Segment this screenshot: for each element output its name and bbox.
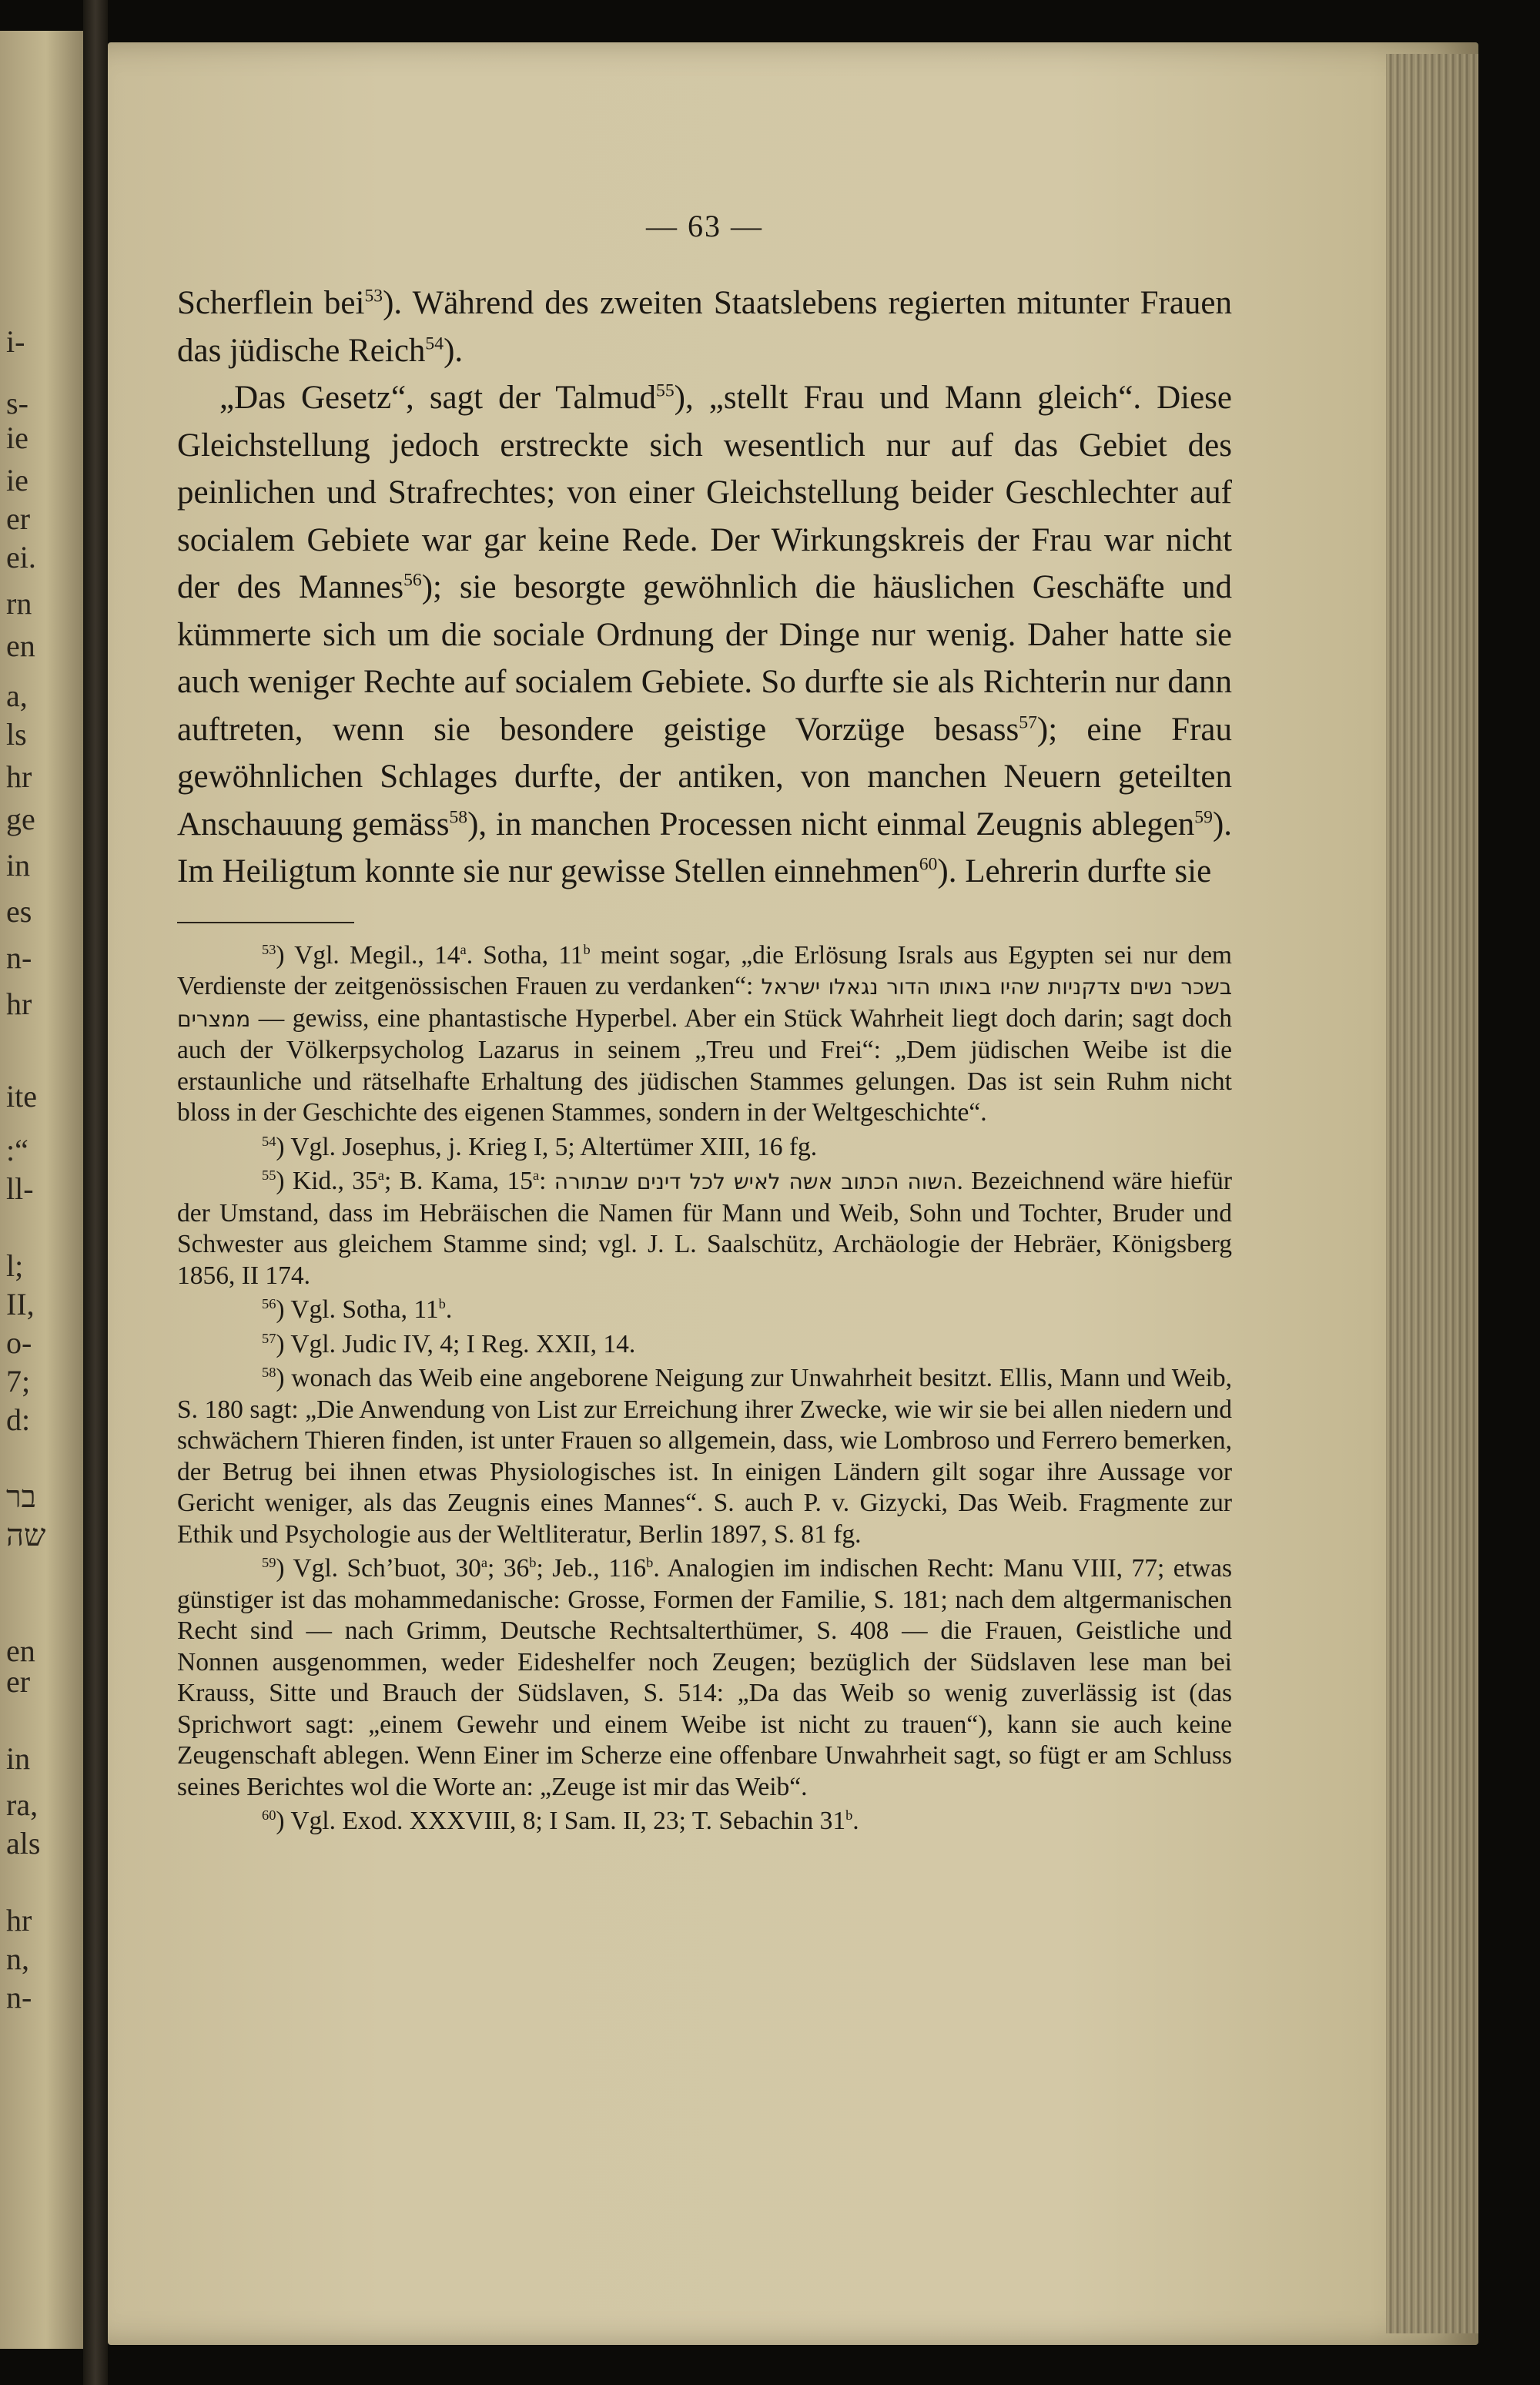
footnote [177,1806,1232,1837]
left-page-text-fragment: ll- [6,1171,34,1206]
footnote [177,1553,1232,1803]
main-text [177,280,1232,896]
left-page-text-fragment: en [6,628,35,663]
note-reference: 56 [262,1295,276,1311]
left-page-text-fragment: ite [6,1079,37,1114]
left-page-fragment [0,31,83,2349]
left-page-text-fragment: a, [6,678,28,713]
page-number: — 63 — [646,209,763,243]
note-reference: 56 [403,570,422,591]
text-run: meint sogar, „die Erlösung Israls aus Egypten sei nur dem Verdienste der zeitgenössischen Frauen zu verdanken“: [177,940,1232,1000]
text-run: . [852,1807,859,1835]
text-run: ) Vgl. Sch’buot, 30 [276,1554,481,1583]
left-page-text-fragment: d: [6,1402,31,1437]
note-reference: b [845,1807,853,1823]
footnotes [177,940,1232,1837]
text-run: ) Vgl. Josephus, j. Krieg I, 5; Altertümer XIII, 16 fg. [276,1132,818,1161]
note-reference: a [460,941,467,957]
note-reference: 58 [262,1364,276,1380]
left-page-text-fragment: als [6,1826,41,1861]
note-reference: 53 [364,286,383,306]
text-run: . Bezeichnend wäre hiefür der Umstand, dass im Hebräischen die Namen für Mann und Weib, Sohn und Tochter, Bruder und Schwester aus gleichem Stamme sind; vgl. J. L. Saalschütz, Archäologie der Hebräer, Königsberg 1856, II 174. [177,1167,1233,1290]
text-run: . Analogien im indischen Recht: Manu VIII, 77; etwas günstiger ist das mohammedanische: Grosse, Formen der Familie, S. 181; nach dem altgermanischen Recht sind — nach Grimm, Deutsche Rechtsalterthümer, S. 408 — die Frauen, Geistliche und Nonnen ausgenommen, weder Eideshelfer noch Zeugen; bezüglich der Südslaven lese man bei Krauss, Sitte und Brauch der Südslaven, S. 514: „Da das Weib so wenig zuverlässig ist (das Sprichwort sagt: „einem Gewehr und einem Weibe ist nicht zu trauen“), kann sie auch keine Zeugenschaft ablegen. Wenn Einer im Scherze eine offenbare Unwahrheit sagt, so fügt er am Schluss seines Berichtes wol die Worte an: „Zeuge ist mir das Weib“. [177,1554,1232,1801]
left-page-text-fragment: l; [6,1248,24,1283]
footnote [177,1329,1232,1361]
left-page-text-fragment: ie [6,463,28,497]
text-run: ) Vgl. Sotha, 11 [276,1295,439,1324]
footnote [177,1295,1232,1326]
left-page-text-fragment: hr [6,1903,32,1938]
left-page-text-fragment: n- [6,1980,32,2015]
note-reference: 55 [656,380,675,401]
left-page-text-fragment: ie [6,420,28,455]
note-reference: a [532,1167,540,1183]
note-reference: a [480,1554,487,1570]
hebrew-quote: בשכר נשים צדקניות שהיו באותו הדור נגאלו ישראל ממצרים [177,974,1232,1032]
left-page-text-fragment: n- [6,940,32,975]
left-page-text-fragment: n, [6,1941,29,1976]
text-run: ; Jeb., 116 [536,1554,647,1583]
text-run: ). [444,332,464,369]
footnote-rule [177,922,354,923]
text-run: ). Im Heiligtum konnte sie nur gewisse Stellen einnehmen [177,806,1233,889]
text-run: ; B. Kama, 15 [383,1167,533,1195]
footnote [177,940,1232,1129]
note-reference: 55 [262,1167,276,1183]
left-page-text-fragment: שה [6,1518,46,1553]
left-page-text-fragment: ei. [6,540,36,574]
left-page-text-fragment: :“ [6,1133,28,1167]
paragraph [177,280,1232,374]
note-reference: 53 [262,941,276,957]
note-reference: 59 [1194,807,1213,828]
hebrew-quote: השוה הכתוב אשה לאיש לכל דינים שבתורה [554,1169,957,1194]
left-page-text-fragment: ge [6,802,35,836]
left-page-text-fragment: er [6,501,31,536]
page-content [177,208,1232,1837]
note-reference: 59 [262,1554,276,1570]
left-page-text-fragment: in [6,1741,31,1776]
left-page-text-fragment: 7; [6,1364,31,1399]
text-run: : [539,1167,554,1195]
footnote [177,1363,1232,1550]
footnote [177,1166,1232,1291]
text-run: ) Kid., 35 [276,1167,378,1195]
text-run: ), in manchen Processen nicht einmal Zeugnis ablegen [467,806,1195,842]
note-reference: 58 [449,807,468,828]
note-reference: 54 [262,1133,276,1149]
text-run: — gewiss, eine phantastische Hyperbel. Aber ein Stück Wahrheit liegt doch darin; sagt doch auch der Völkerpsycholog Lazarus in seinem „Treu und Frei“: „Dem jüdischen Weibe ist die erstaunliche und rätselhafte Erhaltung des jüdischen Stammes gelungen. Das ist sein Ruhm nicht bloss in der Geschichte des eigenen Stammes, sondern in der Weltgeschichte“. [177,1003,1232,1127]
note-reference: 60 [262,1807,276,1823]
page-edges [1386,54,1478,2333]
left-page-text-fragment: es [6,894,32,929]
left-page-text-fragment: s- [6,386,28,420]
left-page-text-fragment: בר [6,1479,36,1514]
text-run: ) Vgl. Exod. XXXVIII, 8; I Sam. II, 23; T. Sebachin 31 [276,1807,846,1835]
note-reference: b [583,941,591,957]
left-page-text-fragment: en [6,1633,35,1668]
text-run: ). Lehrerin durfte sie [937,853,1212,889]
note-reference: 54 [425,333,444,354]
text-run: ); eine Frau gewöhnlichen Schlages durfte, der antiken, von manchen Neuern geteilten Anschauung gemäss [177,711,1232,842]
left-page-text-fragment: o- [6,1325,32,1360]
text-run: . Sotha, 11 [466,940,584,970]
left-page-text-fragment: rn [6,586,32,621]
note-reference: 57 [262,1330,276,1346]
note-reference: b [529,1554,537,1570]
text-run: . [445,1295,453,1324]
note-reference: b [438,1295,446,1311]
text-run: ); sie besorgte gewöhnlich die häuslichen Geschäfte und kümmerte sich um die sociale Ordnung der Dinge nur wenig. Daher hatte sie auch weniger Rechte auf socialem Gebiete. So durfte sie als Richterin nur dann auftreten, wenn sie besondere geistige Vorzüge besass [177,569,1232,748]
left-page-text-fragment: ls [6,717,27,752]
left-page-text-fragment: hr [6,986,32,1021]
note-reference: b [646,1554,654,1570]
note-reference: a [377,1167,384,1183]
text-run: ) Vgl. Megil., 14 [276,940,460,970]
book-gutter [83,0,108,2385]
left-page-text-fragment: i- [6,324,25,359]
note-reference: 60 [919,854,938,875]
text-run: ; 36 [487,1554,530,1583]
text-run: ). Während des zweiten Staatslebens regierten mitunter Frauen das jüdische Reich [177,285,1232,369]
text-run: Scherflein bei [177,285,365,321]
text-run: ) Vgl. Judic IV, 4; I Reg. XXII, 14. [276,1329,636,1358]
text-run: ), „stellt Frau und Mann gleich“. Diese Gleichstellung jedoch erstreckte sich wesentlich nur auf das Gebiet des peinlichen und Strafrechtes; von einer Gleichstellung beider Geschlechter auf socialem Gebiete war gar keine Rede. Der Wirkungskreis der Frau war nicht der des Mannes [177,380,1232,605]
text-run: ) wonach das Weib eine angeborene Neigung zur Unwahrheit besitzt. Ellis, Mann und Weib, S. 180 sagt: „Die Anwendung von List zur Erreichung ihrer Zwecke, wie wir sie bei allen niedern und schwächern Thieren finden, ist unter Frauen so allgemein, dass, wie Lombroso und Ferrero bemerken, der Betrug bei ihnen etwas Physiologisches ist. In einigen Ländern gilt sogar ihre Aussage vor Gericht weniger, als das Zeugnis eines Mannes“. S. auch P. v. Gizycki, Das Weib. Fragmente zur Ethik und Psychologie aus der Weltliteratur, Berlin 1897, S. 81 fg. [177,1364,1232,1549]
text-run: „Das Gesetz“, sagt der Talmud [219,380,657,416]
left-page-text-fragment: hr [6,759,32,794]
left-page-text-fragment: ra, [6,1787,38,1822]
footnote [177,1132,1232,1164]
left-page-text-fragment: II, [6,1287,35,1321]
note-reference: 57 [1019,712,1037,733]
paragraph [177,374,1232,896]
left-page-text-fragment: in [6,848,31,883]
left-page-text-fragment: er [6,1664,31,1699]
